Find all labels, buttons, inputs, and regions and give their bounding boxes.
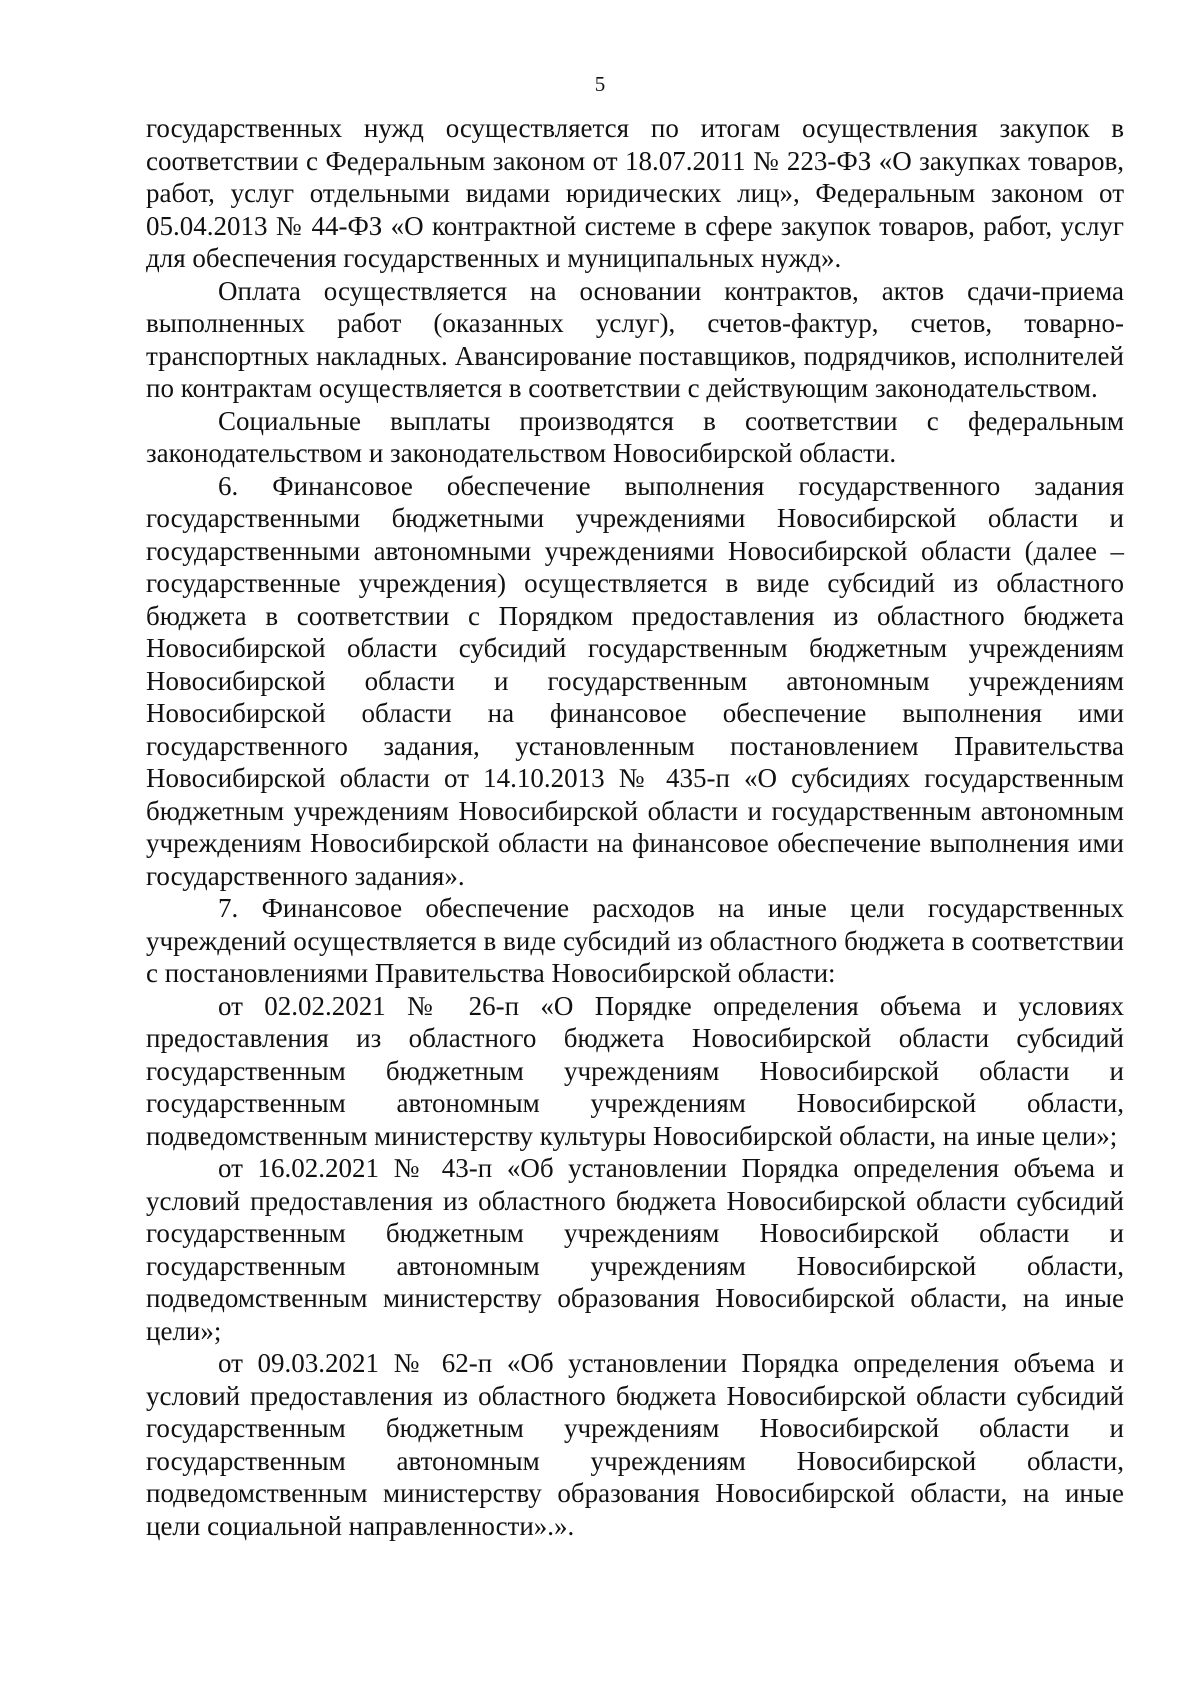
document-body	[146, 112, 1124, 1542]
paragraph-item-7-other-purposes: 7. Финансовое обеспечение расходов на иные цели государственных учреждений осуществляется в виде субсидий из областного бюджета в соответствии с постановлениями Правительства Новосибирской области:	[146, 893, 1124, 988]
paragraph-resolution-62-p: от 09.03.2021 № 62-п «Об установлении Порядка определения объема и условий предоставления из областного бюджета Новосибирской области субсидий государственным бюджетным учреждениям Новосибирской области и государственным автономным учреждениям Новосибирской области, подведомственным министерству образования Новосибирской области, на иные цели социальной направленности».».	[146, 1348, 1124, 1541]
paragraph-payment-terms: Оплата осуществляется на основании контрактов, актов сдачи-приема выполненных работ (оказанных услуг), счетов-фактур, счетов, товарно-транспортных накладных. Авансирование поставщиков, подрядчиков, исполнителей по контрактам осуществляется в соответствии с действующим законодательством.	[146, 275, 1124, 403]
page-number: 5	[594, 72, 606, 96]
paragraph-item-6-state-assignment: 6. Финансовое обеспечение выполнения государственного задания государственными бюджетными учреждениями Новосибирской области и государственными автономными учреждениями Новосибирской области (далее – государственные учреждения) осуществляется в виде субсидий из областного бюджета в соответствии с Порядком предоставления из областного бюджета Новосибирской области субсидий государственным бюджетным учреждениям Новосибирской области и государственным автономным учреждениям Новосибирской области на финансовое обеспечение выполнения ими государственного задания, установленным постановлением Правительства Новосибирской области от 14.10.2013 № 435-п «О субсидиях государственным бюджетным учреждениям Новосибирской области и государственным автономным учреждениям Новосибирской области на финансовое обеспечение выполнения ими государственного задания».	[146, 470, 1124, 891]
paragraph-social-payments: Социальные выплаты производятся в соответствии с федеральным законодательством и законодательством Новосибирской области.	[146, 405, 1124, 468]
paragraph-procurement-continuation: государственных нужд осуществляется по итогам осуществления закупок в соответствии с Федеральным законом от 18.07.2011 № 223-ФЗ «О закупках товаров, работ, услуг отдельными видами юридических лиц», Федеральным законом от 05.04.2013 № 44-ФЗ «О контрактной системе в сфере закупок товаров, работ, услуг для обеспечения государственных и муниципальных нужд».	[146, 113, 1124, 273]
paragraph-resolution-26-p: от 02.02.2021 № 26-п «О Порядке определения объема и условиях предоставления из областного бюджета Новосибирской области субсидий государственным бюджетным учреждениям Новосибирской области и государственным автономным учреждениям Новосибирской области, подведомственным министерству культуры Новосибирской области, на иные цели»;	[146, 990, 1124, 1151]
paragraph-resolution-43-p: от 16.02.2021 № 43-п «Об установлении Порядка определения объема и условий предоставления из областного бюджета Новосибирской области субсидий государственным бюджетным учреждениям Новосибирской области и государственным автономным учреждениям Новосибирской области, подведомственным министерству образования Новосибирской области, на иные цели»;	[146, 1153, 1124, 1346]
